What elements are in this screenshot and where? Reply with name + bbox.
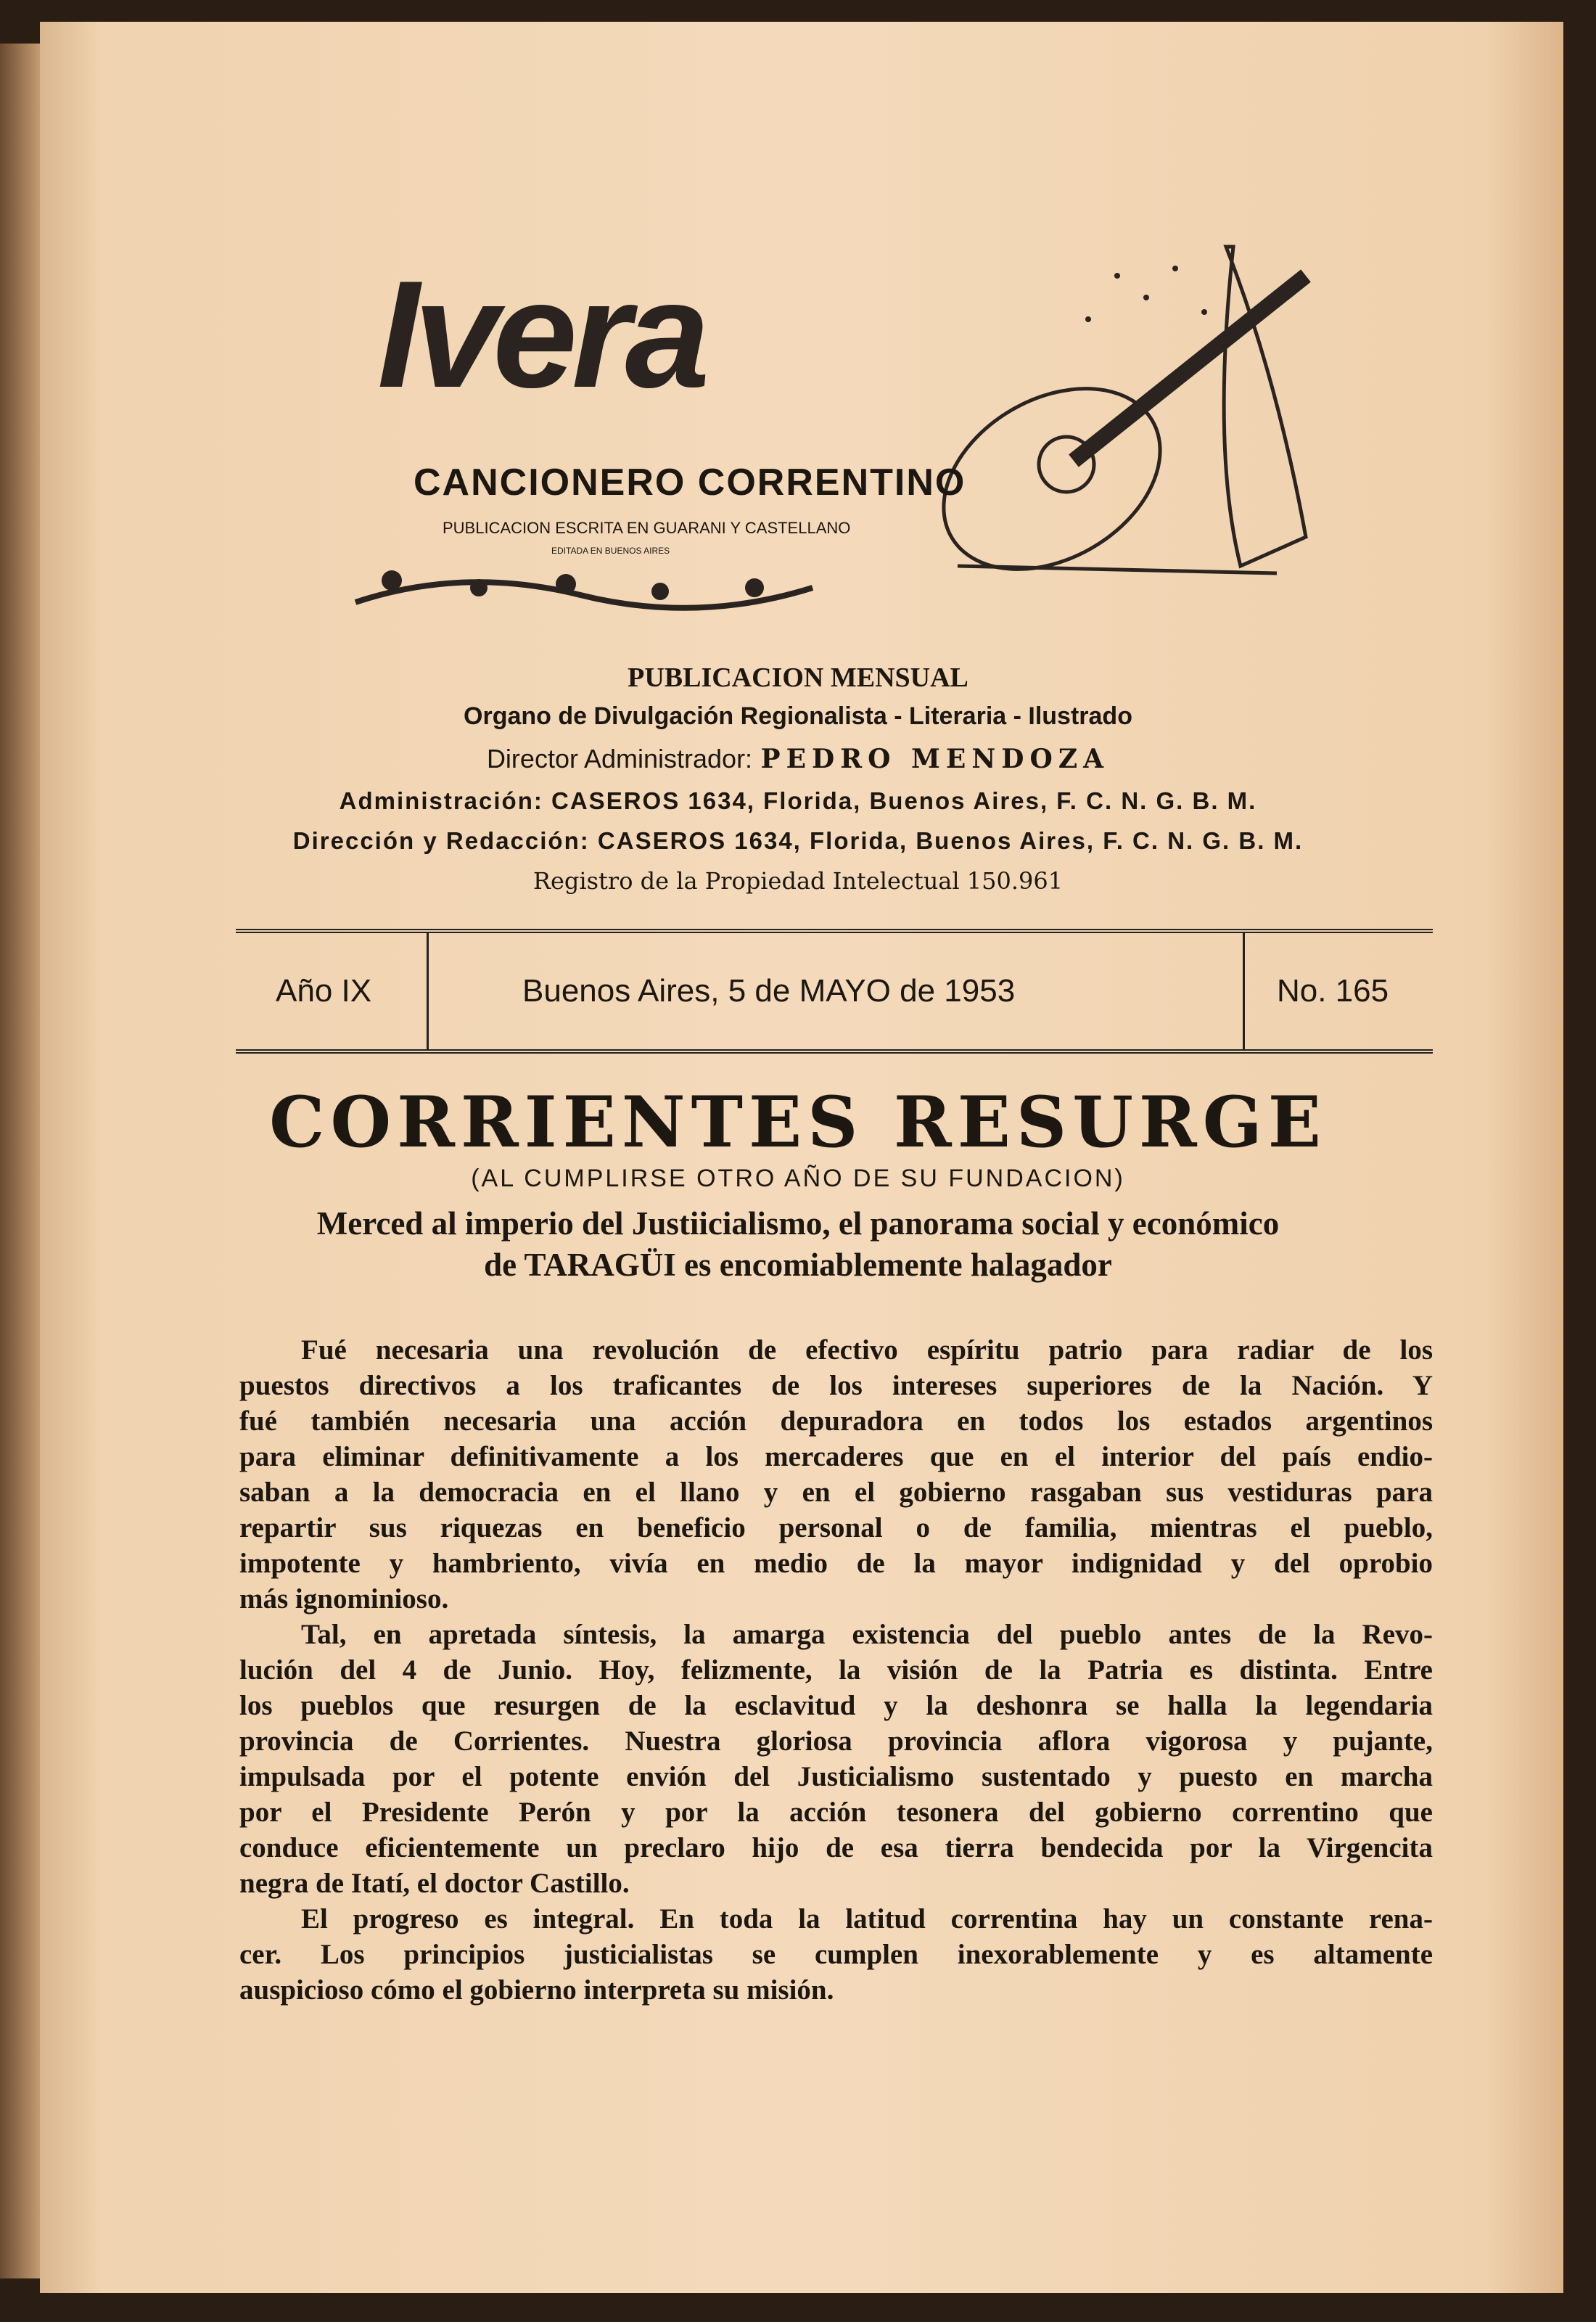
body-line: para eliminar definitivamente a los mercaderes que en el interior del país endio- [239, 1441, 1433, 1472]
logo-edition: EDITADA EN BUENOS AIRES [551, 546, 670, 556]
article-title: CORRIENTES RESURGE [269, 1081, 1327, 1163]
body-line: los pueblos que resurgen de la esclavitud y la deshonra se halla la legendaria [239, 1690, 1433, 1721]
editorial-address: Dirección y Redacción: CASEROS 1634, Florida, Buenos Aires, F. C. N. G. B. M. [292, 827, 1304, 854]
divider [427, 933, 429, 1049]
body-line: auspicioso cómo el gobierno interpreta su misión. [239, 1974, 834, 2006]
body-line: conduce eficientemente un preclaro hijo de esa tierra bendecida por la Virgencita [239, 1832, 1433, 1863]
director-name: PEDRO MENDOZA [760, 744, 1110, 774]
divider [1243, 933, 1245, 1049]
director-line [0, 744, 1596, 774]
publication-frequency: PUBLICACION MENSUAL [628, 662, 968, 693]
issue-year: Año IX [276, 973, 372, 1009]
guitar-illustration [900, 232, 1335, 610]
article-body [239, 1334, 1433, 2009]
body-line: impulsada por el potente envión del Justicialismo sustentado y puesto en marcha [239, 1761, 1433, 1792]
body-line: impotente y hambriento, vivía en medio de la mayor indignidad y del oprobio [239, 1548, 1433, 1579]
body-line: negra de Itatí, el doctor Castillo. [239, 1868, 630, 1899]
administration-address: Administración: CASEROS 1634, Florida, Buenos Aires, F. C. N. G. B. M. [339, 787, 1257, 814]
body-line: provincia de Corrientes. Nuestra gloriosa provincia aflora vigorosa y pujante, [239, 1726, 1433, 1757]
registry: Registro de la Propiedad Intelectual 150.961 [532, 867, 1064, 895]
body-line: por el Presidente Perón y por la acción tesonera del gobierno correntino que [239, 1797, 1433, 1828]
body-line: Tal, en apretada síntesis, la amarga existencia del pueblo antes de la Revo- [301, 1619, 1433, 1650]
body-line: puestos directivos a los traficantes de los intereses superiores de la Nación. Y [239, 1370, 1433, 1401]
body-line: Fué necesaria una revolución de efectivo espíritu patrio para radiar de los [301, 1334, 1433, 1366]
issue-date: Buenos Aires, 5 de MAYO de 1953 [522, 973, 1016, 1009]
issue-number: No. 165 [1277, 973, 1389, 1009]
publication-organ: Organo de Divulgación Regionalista - Literaria - Ilustrado [464, 702, 1132, 730]
article-kicker: (AL CUMPLIRSE OTRO AÑO DE SU FUNDACION) [471, 1165, 1125, 1192]
logo-title: Ivera [377, 249, 704, 419]
body-line: lución del 4 de Junio. Hoy, felizmente, la visión de la Patria es distinta. Entre [239, 1654, 1433, 1686]
article-headline-1: Merced al imperio del Justiicialismo, el panorama social y económico [316, 1205, 1280, 1242]
issue-info-box [236, 929, 1433, 1054]
article-headline-2: de TARAGÜI es encomiablemente halagador [484, 1247, 1112, 1283]
body-line: saban a la democracia en el llano y en el gobierno rasgaban sus vestiduras para [239, 1477, 1433, 1508]
body-line: cer. Los principios justicialistas se cumplen inexorablemente y es altamente [239, 1939, 1433, 1970]
logo-tagline: PUBLICACION ESCRITA EN GUARANI Y CASTELLANO [443, 519, 851, 537]
body-line: El progreso es integral. En toda la latitud correntina hay un constante rena- [301, 1903, 1433, 1935]
body-line: fué también necesaria una acción depuradora en todos los estados argentinos [239, 1406, 1433, 1437]
director-label: Director Administrador: [486, 744, 753, 774]
floral-decoration [348, 493, 820, 624]
body-line: repartir sus riquezas en beneficio personal o de familia, mientras el pueblo, [239, 1512, 1433, 1543]
masthead-logo [348, 232, 1335, 624]
logo-subtitle: CANCIONERO CORRENTINO [414, 461, 966, 504]
body-line: más ignominioso. [239, 1583, 449, 1615]
